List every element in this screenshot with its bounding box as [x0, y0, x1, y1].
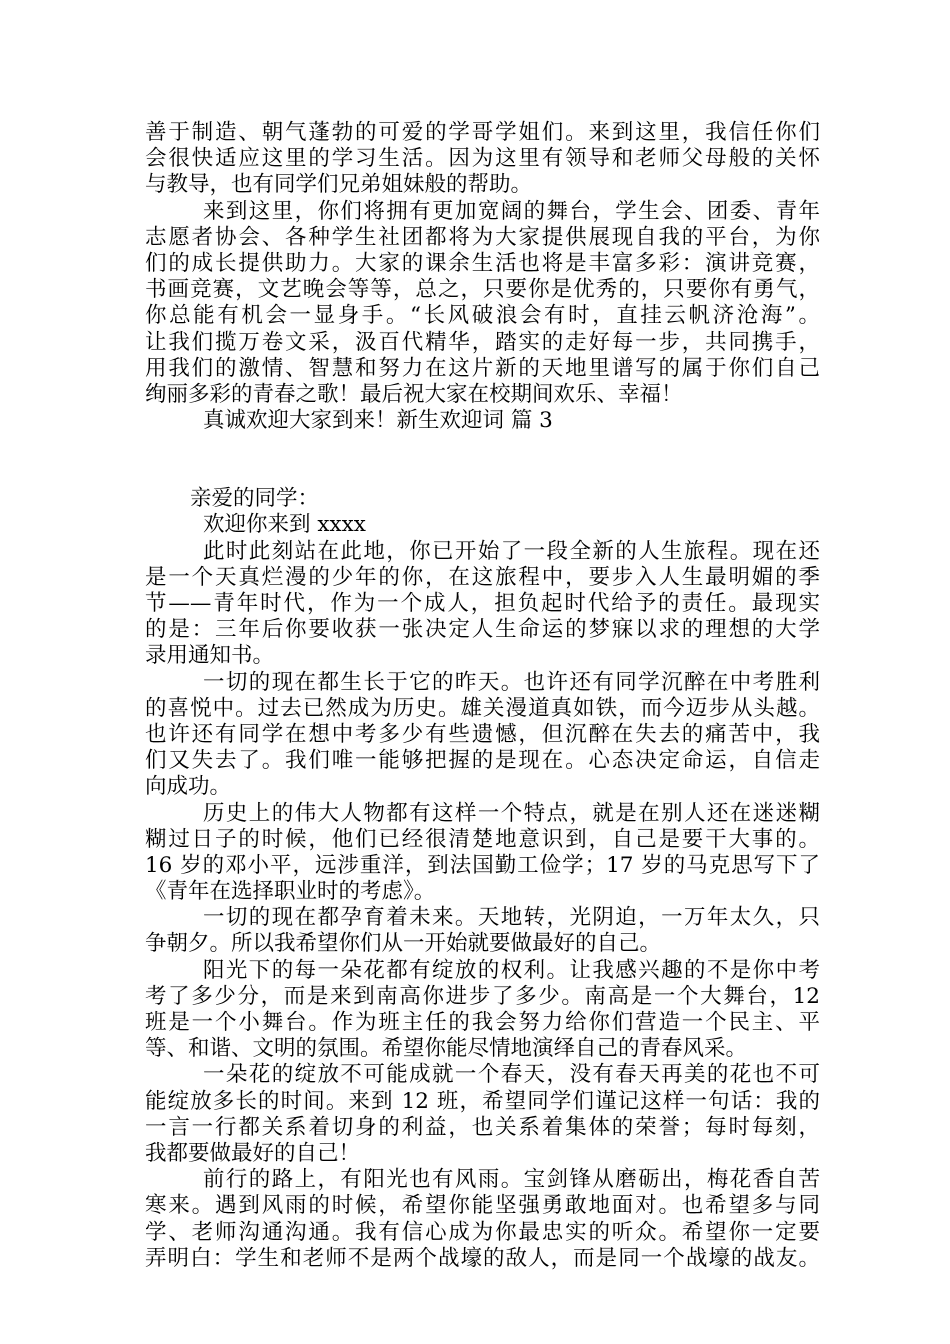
text-line: 的是：三年后你要收获一张决定人生命运的梦寐以求的理想的大学	[145, 617, 820, 643]
text-line: 是一个天真烂漫的少年的你，在这旅程中，要步入人生最明媚的季	[145, 564, 820, 590]
text-line: 你总能有机会一显身手。“长风破浪会有时，直挂云帆济沧海”。	[145, 303, 820, 329]
text-line: 让我们揽万卷文采，汲百代精华，踏实的走好每一步，共同携手，	[145, 329, 820, 355]
paragraph	[145, 958, 820, 1063]
text-line: 《青年在选择职业时的考虑》。	[145, 879, 436, 905]
text-line: 阳光下的每一朵花都有绽放的权利。让我感兴趣的不是你中考	[203, 957, 820, 983]
text-line: 学、老师沟通沟通。我有信心成为你最忠实的听众。希望你一定要	[145, 1219, 820, 1245]
paragraph	[145, 1062, 820, 1167]
text-line: 16 岁的邓小平，远涉重洋，到法国勤工俭学；17 岁的马克思写下了	[145, 852, 820, 878]
text-line: 前行的路上，有阳光也有风雨。宝剑锋从磨砺出，梅花香自苦	[203, 1167, 820, 1193]
text-line: 一言一行都关系着切身的利益，也关系着集体的荣誉；每时每刻，	[145, 1114, 820, 1140]
text-line: 一切的现在都生长于它的昨天。也许还有同学沉醉在中考胜利	[203, 669, 820, 695]
text-line: 来到这里，你们将拥有更加宽阔的舞台，学生会、团委、青年	[203, 198, 820, 224]
text-line: 一朵花的绽放不可能成就一个春天，没有春天再美的花也不可	[203, 1062, 820, 1088]
text-line: 绚丽多彩的青春之歌！最后祝大家在校期间欢乐、幸福！	[145, 381, 683, 407]
text-line: 们的成长提供助力。大家的课余生活也将是丰富多彩：演讲竞赛，	[145, 250, 820, 276]
text-line: 们又失去了。我们唯一能够把握的是现在。心态决定命运，自信走	[145, 748, 820, 774]
text-line: 能绽放多长的时间。来到 12 班，希望同学们谨记这样一句话：我的	[145, 1088, 820, 1114]
text-line: 也许还有同学在想中考多少有些遗憾，但沉醉在失去的痛苦中，我	[145, 721, 820, 747]
text-line: 等、和谐、文明的氛围。希望你能尽情地演绎自己的青春风采。	[145, 1036, 748, 1062]
text-line: 的喜悦中。过去已然成为历史。雄关漫道真如铁，而今迈步从头越。	[145, 695, 820, 721]
salutation: 亲爱的同学：	[190, 486, 320, 512]
text-line: 用我们的激情、智慧和努力在这片新的天地里谱写的属于你们自己	[145, 355, 820, 381]
section-heading: 真诚欢迎大家到来！新生欢迎词 篇 3	[203, 408, 553, 434]
text-line: 节——青年时代，作为一个成人，担负起时代给予的责任。最现实	[145, 591, 820, 616]
text-line: 考了多少分，而是来到南高你进步了多少。南高是一个大舞台，12	[145, 983, 820, 1009]
paragraph	[145, 408, 820, 434]
text-line: 一切的现在都孕育着未来。天地转，光阴迫，一万年太久，只	[203, 905, 820, 931]
paragraph	[145, 670, 820, 801]
text-line: 争朝夕。所以我希望你们从一开始就要做最好的自己。	[145, 931, 662, 957]
document-page	[145, 120, 820, 1272]
text-line: 向成功。	[145, 774, 232, 800]
text-line: 我都要做最好的自己！	[145, 1140, 361, 1166]
welcome-line: 欢迎你来到 xxxx	[203, 512, 366, 538]
section-gap	[145, 434, 820, 486]
text-line: 糊过日子的时候，他们已经很清楚地意识到，自己是要干大事的。	[145, 826, 820, 852]
text-line: 弄明白：学生和老师不是两个战壕的敌人，而是同一个战壕的战友。	[145, 1245, 820, 1271]
text-line: 录用通知书。	[145, 643, 275, 669]
text-line: 历史上的伟大人物都有这样一个特点，就是在别人还在迷迷糊	[203, 800, 820, 826]
text-line: 善于制造、朝气蓬勃的可爱的学哥学姐们。来到这里，我信任你们	[145, 120, 820, 145]
text-line: 书画竞赛，文艺晚会等等，总之，只要你是优秀的，只要你有勇气，	[145, 277, 820, 303]
text-line: 班是一个小舞台。作为班主任的我会努力给你们营造一个民主、平	[145, 1010, 820, 1035]
paragraph	[145, 905, 820, 957]
paragraph	[145, 120, 820, 199]
paragraph	[145, 801, 820, 906]
paragraph	[145, 199, 820, 409]
text-line: 会很快适应这里的学习生活。因为这里有领导和老师父母般的关怀	[145, 146, 820, 172]
paragraph	[145, 1167, 820, 1272]
text-line: 寒来。遇到风雨的时候，希望你能坚强勇敢地面对。也希望多与同	[145, 1193, 820, 1219]
text-line: 与教导，也有同学们兄弟姐妹般的帮助。	[145, 172, 533, 198]
text-line: 志愿者协会、各种学生社团都将为大家提供展现自我的平台，为你	[145, 224, 820, 250]
text-line: 此时此刻站在此地，你已开始了一段全新的人生旅程。现在还	[203, 538, 820, 564]
paragraph	[145, 539, 820, 670]
